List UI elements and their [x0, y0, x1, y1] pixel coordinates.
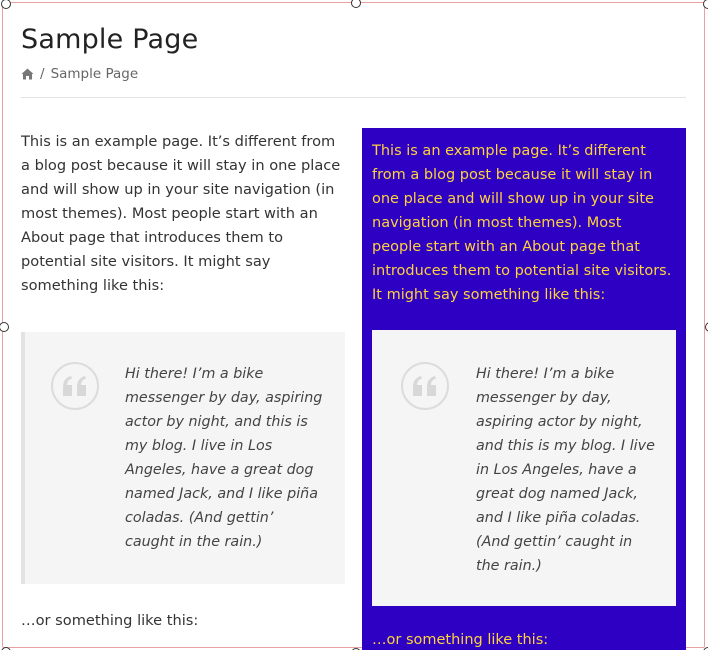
intro-paragraph-highlighted: This is an example page. It’s different from a blog post because it will stay in one place and will show up in your site navigation (in most themes). Most people start with an About page that introduces them to potential site visitors. It might say something like this:: [372, 143, 672, 303]
header-divider: [21, 97, 686, 98]
breadcrumb-current: Sample Page: [50, 66, 139, 82]
page-title: Sample Page: [21, 24, 199, 55]
breadcrumb: [21, 66, 138, 82]
home-icon[interactable]: [21, 68, 34, 80]
resize-handle-left[interactable]: [0, 322, 9, 332]
quote-text: Hi there! I’m a bike messenger by day, aspiring actor by night, and this is my blog. I live in Los Angeles, have a great dog named Jack, and I like piña coladas. (And gettin’ caught in the rain.): [125, 366, 323, 550]
left-column: [21, 130, 346, 650]
blockquote-highlighted: [372, 330, 676, 606]
intro-paragraph: This is an example page. It’s different from a blog post because it will stay in one place and will show up in your site navigation (in most themes). Most people start with an About page that introduces them to potential site visitors. It might say something like this:: [21, 133, 341, 294]
resize-handle-top[interactable]: [351, 0, 361, 8]
right-column-highlighted: [362, 128, 686, 650]
quote-text-highlighted: Hi there! I’m a bike messenger by day, aspiring actor by night, and this is my blog. I live in Los Angeles, have a great dog named Jack, and I like piña coladas. (And gettin’ caught in the rain.): [476, 366, 655, 574]
after-quote-text-highlighted: …or something like this:: [372, 632, 549, 648]
resize-handle-top-right[interactable]: [703, 0, 708, 9]
after-quote-text: …or something like this:: [21, 612, 199, 629]
resize-handle-top-left[interactable]: [1, 0, 11, 9]
breadcrumb-separator: /: [40, 66, 45, 82]
blockquote: [21, 332, 345, 584]
quote-icon: [401, 362, 449, 410]
quote-icon: [51, 362, 99, 410]
